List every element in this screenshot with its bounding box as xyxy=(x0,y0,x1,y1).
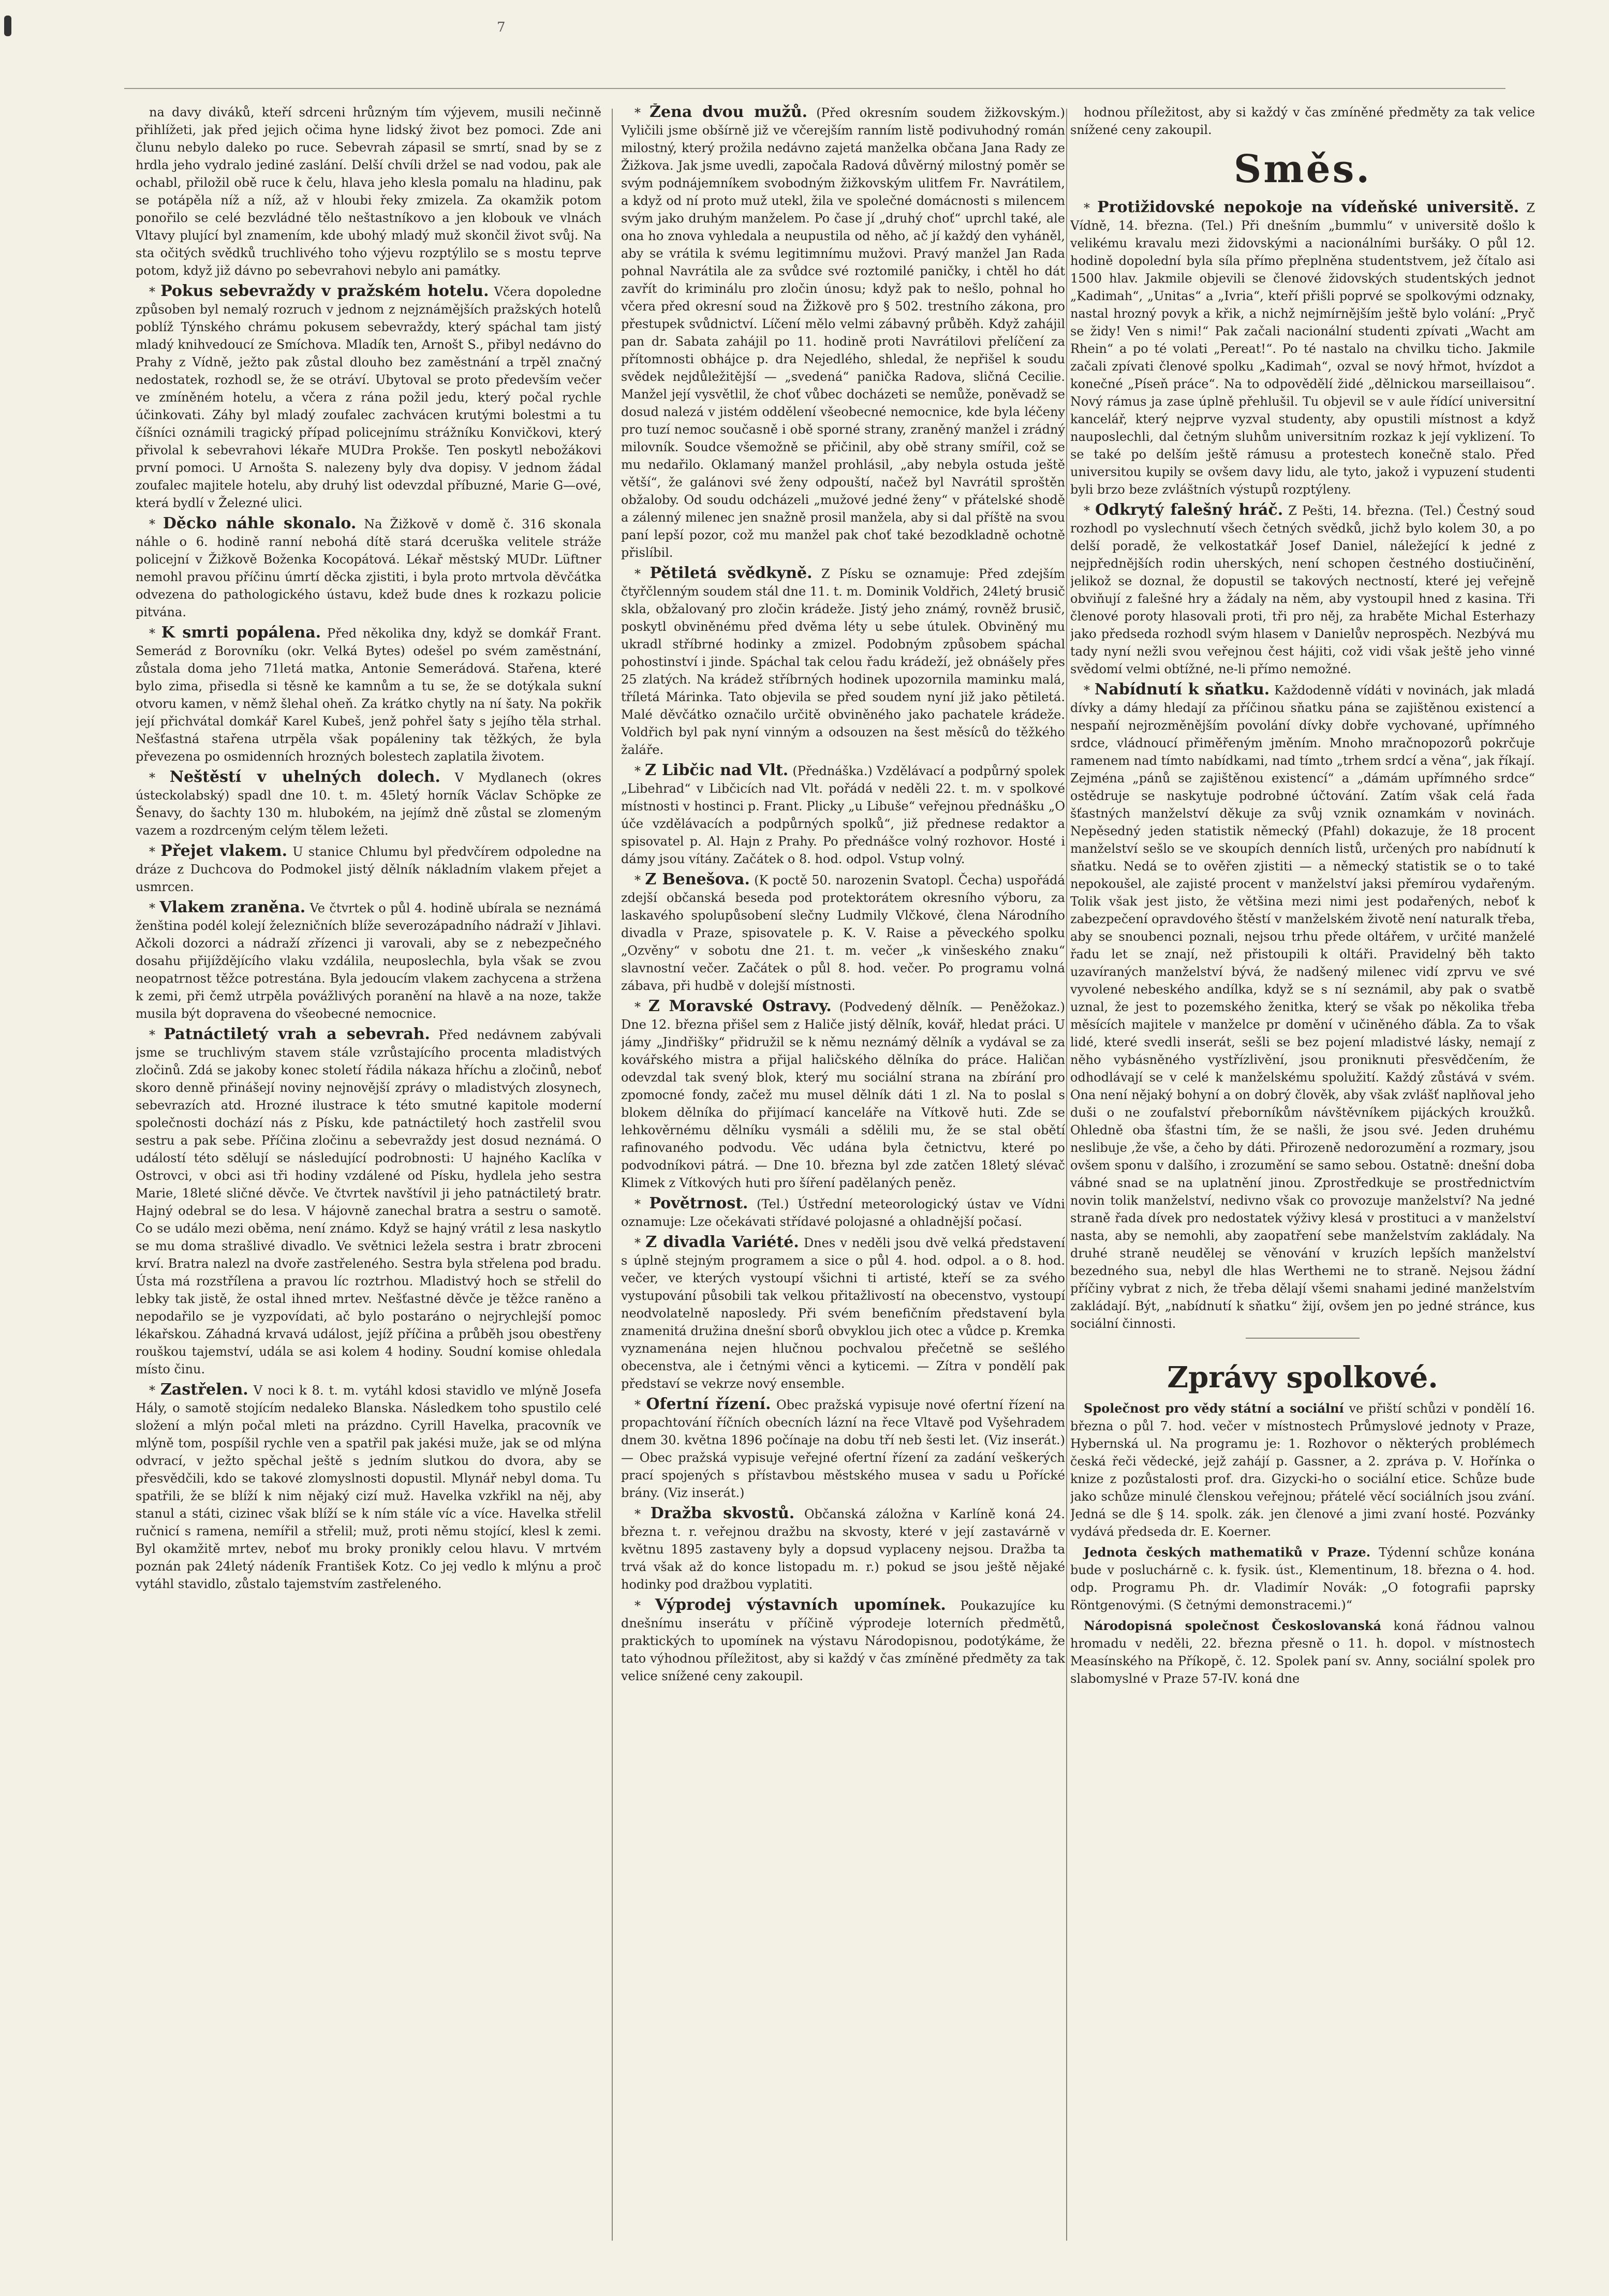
bullet-mark: * xyxy=(634,1598,655,1613)
article xyxy=(621,871,1065,995)
bullet-mark: * xyxy=(634,567,650,581)
article xyxy=(136,899,601,1023)
article-body xyxy=(136,283,601,512)
article-text: U stanice Chlumu byl předvčírem odpoledne na dráze z Duchcova do Podmokel jistý dělník nákladním vlakem přejet a usmrcen. xyxy=(136,845,601,894)
article-heading: Nabídnutí k sňatku. xyxy=(1094,680,1270,699)
article-body xyxy=(136,624,601,765)
bullet-mark: * xyxy=(149,771,170,785)
article xyxy=(621,1396,1065,1502)
article-text: Poukazujíce ku dnešnímu inserátu v příčině výprodeje loterních předmětů, praktických to upomínek na výstavu Národopisnou, podotýkáme, že tato výhodnou příležitost, aby si každý v čas zmíněné předměty za tak velice snížené ceny zakoupil. xyxy=(621,1598,1065,1683)
bullet-mark: * xyxy=(149,285,161,299)
article-heading: Jednota českých mathematiků v Praze. xyxy=(1084,1545,1371,1560)
article xyxy=(136,1026,601,1378)
article-body xyxy=(621,565,1065,759)
article xyxy=(136,1381,601,1593)
article-continuation xyxy=(1070,103,1535,139)
article-body xyxy=(1070,1400,1535,1540)
article-heading: K smrti popálena. xyxy=(161,624,321,642)
article-body xyxy=(136,103,601,279)
article xyxy=(136,103,601,279)
article-body xyxy=(136,515,601,621)
article-body xyxy=(1070,501,1535,678)
article-text: (Přednáška.) Vzdělávací a podpůrný spolek „Libehrad“ v Libčicích nad Vlt. pořádá v neděli 22. t. m. v spolkové místnosti v hostinci p. Frant. Plicky „u Libuše“ veřejnou přednášku „O úče vzdělávacích a podpůrných spolků“, již přednese redaktor a spisovatel p. Al. Hajn z Prahy. Po přednášce volný rozhovor. Hosté i dámy jsou vítány. Začátek o 8. hod. odpol. Vstup volný. xyxy=(621,764,1065,866)
bullet-mark: * xyxy=(149,1028,164,1042)
column-3 xyxy=(1070,103,1535,2246)
article-body xyxy=(136,1026,601,1378)
article-body xyxy=(1070,1544,1535,1614)
bullet-mark: * xyxy=(634,106,650,120)
article xyxy=(1070,681,1535,1332)
article-heading: Protižidovské nepokoje na vídeňské universitě. xyxy=(1097,198,1519,216)
article-heading: Patnáctiletý vrah a sebevrah. xyxy=(164,1025,430,1043)
article-text: (Před okresním soudem žižkovským.) Vyličili jsme obšírně již ve včerejším ranním listě podivuhodný román milostný, který prožila nedávno zajetá manželka občana Jana Rady ze Žižkova. Jak jsme uvedli, započala Radová důvěrný milostný poměr se svým podnájemníkem svobodným žižkovským ulitfem Fr. Navrátilem, a když od ní proto muž utekl, žila ve společné domácnosti s milencem svým jako druhým manželem. Po čase jí „druhý choť“ uprchl také, ale ona ho znova vyhledala a neupustila od něho, ač jí každý den vyháněl, aby se vrátila k svému legitimnímu mužovi. Pravý manžel Jan Rada pohnal Navrátila ale za svůdce své roztomilé paničky, i chtěl ho dát zavřít do kriminálu pro zločin únosu; když pak to nešlo, pohnal ho včera před okresní soud na Žižkově pro § 502. trestního zákona, pro přestupek svůdnictví. Líčení mělo velmi zábavný průběh. Když zahájil pan dr. Sabata zahájil po 11. hodině proti Navrátilovi přelíčení za přítomnosti obhájce p. dra Nejedlého, shledal, že nepřišel k soudu svědek nejdůležitější — „svedená“ panička Radova, sličná Cecilie. Manžel její vysvětlil, že choť vůbec docházeti se nemůže, poněvadž se dosud nalezá v jistém oddělení všeobecné nemocnice, kde byla léčeny pro tuzí nemoc současně i obě sporné strany, zraněný manžel i zrádný milovník. Soudce všemožně se přičinil, aby obě strany smířil, což se mu nedařilo. Oklamaný manžel prohlásil, „aby nebyla ostuda ještě větší“, že galánovi své ženy odpouští, načež byl Navrátil sproštěn obžaloby. Od soudu odcházeli „mužové jedné ženy“ v přátelské shodě a zálenný milenec jen snažně prosil manžela, aby si dal příště na svou paní lepší pozor, což mu manžel pak choť také bezodkladně ochotně přislíbil. xyxy=(621,106,1065,560)
section-divider xyxy=(1246,1338,1360,1339)
article-heading: Zastřelen. xyxy=(160,1381,248,1399)
article-body xyxy=(1070,681,1535,1332)
column-divider xyxy=(612,109,613,2241)
article xyxy=(1070,1617,1535,1687)
article-body xyxy=(621,1596,1065,1685)
bullet-mark: * xyxy=(149,845,161,859)
bullet-mark: * xyxy=(634,1197,649,1211)
article xyxy=(621,1596,1065,1685)
article xyxy=(621,998,1065,1192)
article-text: (K poctě 50. narozenin Svatopl. Čecha) uspořádá zdejší občanská beseda pod protektorátem okresního výboru, za laskavého spolupůsobení slečny Ludmily Vlčkové, člena Národního divadla v Praze, spisovatele p. K. V. Raise a pěveckého spolku „Ozvěny“ v sobotu dne 21. t. m. večer „k vinšeského znaku“ slavnostní večer. Začátek o půl 8. hod. večer. Po programu volná zábava, při hudbě v dolejší místnosti. xyxy=(621,873,1065,993)
article-text: (Tel.) Ústřední meteorologický ústav ve Vídni oznamuje: Lze očekávati střídavé polojasné a ohladnější počasí. xyxy=(621,1197,1065,1229)
article-heading: Děcko náhle skonalo. xyxy=(163,514,357,532)
article-text: (Podvedený dělník. — Peněžokaz.) Dne 12. března přišel sem z Haliče jistý dělník, kovář, hledat práci. U jámy „Jindřišky“ přidružil se k němu neznámý dělník a vydával se za kovářského mistra a přijal haličského dělníka do práce. Haličan odevzdal tak svený blok, který mu sociální strana na zbírání pro zpomocné fondy, začež mu musel dělník dáti 1 zl. Na to poslal s blokem dělníka do přijímací kanceláře na Vítkově huti. Zde se lehkověrnému dělníku vysmáli a sdělili mu, že se stal obětí rafinovaného podvodu. Věc udána byla četnictvu, které po podvodníkovi pátrá. — Dne 10. března byl zde zatčen 18letý slévač Klimek z Vítkových huti pro šíření padělaných peněz. xyxy=(621,1000,1065,1190)
article-text: Občanská záložna v Karlíně koná 24. března t. r. veřejnou dražbu na skvosty, které v její zastavárně v květnu 1895 zastaveny byly a dopsud vyplaceny nejsou. Dražba ta trvá však až do konce listopadu m. r.) pokud se jsou ještě nějaké hodinky pod dražbou vyplatiti. xyxy=(621,1507,1065,1592)
bullet-mark: * xyxy=(149,626,161,641)
article-body xyxy=(136,842,601,896)
article xyxy=(1070,199,1535,498)
article-heading: Dražba skvostů. xyxy=(650,1504,795,1522)
article-body xyxy=(621,103,1065,561)
article xyxy=(136,768,601,839)
article-body xyxy=(621,1396,1065,1502)
article-text: V Mydlanech (okres ústeckolabský) spadl dne 10. t. m. 45letý horník Václav Schöpke ze Šenavy, do šachty 130 m. hlubokém, na jejímž dně zůstal se zlomeným vazem a rozdrceným celým tělem ležeti. xyxy=(136,771,601,838)
article xyxy=(136,624,601,765)
bullet-mark: * xyxy=(634,1398,646,1412)
article-body xyxy=(621,1195,1065,1231)
bullet-mark: * xyxy=(634,1507,651,1521)
article xyxy=(136,842,601,896)
article-text: Z Písku se oznamuje: Před zdejším čtyřčlenným soudem stál dne 11. t. m. Dominik Voldřich, 24letý brusič skla, obžalovaný pro zločin krádeže. Jistý jeho známý, rovněž brusič, poskytl obviněnému před dvěma léty u sebe útulek. Obviněný mu ukradl stříbrné hodinky a zmizel. Podobným způsobem spáchal pohostinství i jinde. Spáchal tak celou řadu krádeží, jež obnášely přes 25 zlatých. Na krádež stříbrných hodinek upozornila maminku malá, tříletá Márinka. Tato objevila se před soudem nyní již jako pětiletá. Malé děvčátko označilo určitě obviněného jako pachatele krádeže. Voldřich byl pak nyní vinným a odsouzen na šest měsíců do těžkého žaláře. xyxy=(621,567,1065,757)
bullet-mark: * xyxy=(149,1383,161,1398)
bullet-mark: * xyxy=(1084,201,1098,215)
article-heading: Pětiletá svědkyně. xyxy=(649,564,813,582)
article xyxy=(621,1505,1065,1593)
article xyxy=(621,103,1065,561)
bullet-mark: * xyxy=(149,517,163,531)
article-heading: Z divadla Variété. xyxy=(645,1233,799,1251)
article xyxy=(621,762,1065,868)
column-divider xyxy=(1066,109,1067,2241)
article-body xyxy=(136,1381,601,1593)
article-body xyxy=(1070,1617,1535,1687)
article-heading: Pokus sebevraždy v pražském hotelu. xyxy=(160,282,489,300)
article-text: Před několika dny, když se domkář Frant. Semerád z Borovníku (okr. Velká Bytes) odešel po svém zaměstnání, zůstala doma jeho 71letá matka, Antonie Semerádová. Stařena, které bylo zima, přisedla si těsně ke kamnům a tu se, že se dotýkala sukní otvoru kamen, v němž šlehal oheň. Za krátko chytly na ní šaty. Na pokřik její přichvátal domkář Karel Kubeš, jenž pohřel šaty s jejího těla strhal. Nešťastná stařena utrpěla však popáleniny tak těžkých, že byla převezena po osmidenních hrozných bolestech zaplatila životem. xyxy=(136,626,601,764)
article-text: Obec pražská vypisuje nové ofertní řízení na propachtování říčních obecních lázní na řece Vltavě pod Vyšehradem dnem 30. května 1896 počínaje na dobu tří neb šesti let. (Viz inserát.) — Obec pražská vypisuje veřejné ofertní řízení za zadání veškerých prací spojených s přístavbou městského musea v sadu u Pořícké brány. (Viz inserát.) xyxy=(621,1398,1065,1500)
bullet-mark: * xyxy=(1084,503,1096,518)
article-body xyxy=(621,762,1065,868)
article xyxy=(621,1195,1065,1231)
column-1 xyxy=(136,103,601,2246)
article-text: Dnes v neděli jsou dvě velká představení s úplně stejným programem a sice o půl 4. hod. odpol. a o 8. hod. večer, ve kterých vystoupí všichni ti artisté, kteří se za svého vystupování působili tak velkou přitažlivostí na obecenstvo, vystoupí neodvolatelně naposledy. Při svém benefičním představení byla znamenitá družina dnešní sborů obvyklou jich otec a vůdce p. Kremka vyznamenána nejen hlučnou pochvalou přečetně se sešlého obecenstva, ale i četnými věnci a kyticemi. — Zítra v pondělí pak představí se vekrze nový ensemble. xyxy=(621,1236,1065,1391)
article xyxy=(136,283,601,512)
section-title: Směs. xyxy=(1233,147,1372,191)
article-heading: Z Libčic nad Vlt. xyxy=(645,761,789,779)
article-heading: Odkrytý falešný hráč. xyxy=(1095,501,1283,519)
article xyxy=(1070,1400,1535,1540)
article-heading: Neštěstí v uhelných dolech. xyxy=(169,768,440,786)
article-body xyxy=(621,1505,1065,1593)
article-heading: Žena dvou mužů. xyxy=(649,103,808,121)
article-text: V noci k 8. t. m. vytáhl kdosi stavidlo ve mlýně Josefa Hály, o samotě stojícím nedaleko Blanska. Následkem toho spustilo celé složení a mlýn počal mleti na prázdno. Cyrill Havelka, pracovník ve mlýně tom, pospíšil rychle ven a spatřil pak jakési muže, jak se od mlýna odvrací, v ježto spěchal ještě s jedním slutkou do dvora, aby se přesvědčili, kdo se takové zlomyslnosti dopustil. Mlynář nebyl doma. Tu spatřili, že se blíží k nim nějaký cizí muž. Havelka vzkřikl na něj, aby stanul a státi, cizinec však blíží se k ním stále víc a více. Havelka střelil ručnicí s ramena, nemířil a střelil; muž, proti němu stojící, klesl k zemi. Byl okamžitě mrtev, neboť mu broky pronikly celou hlavu. V mrtvém poznán pak 24letý nádeník František Kotz. Co jej vedlo k mlýnu a proč vytáhl stavidlo, zůstalo tajemstvím zastřeleného. xyxy=(136,1383,601,1591)
section-articles xyxy=(1070,1400,1535,1687)
article-heading: Výprodej výstavních upomínek. xyxy=(655,1596,946,1614)
page-mark: 7 xyxy=(497,20,506,35)
article-text: Z Pešti, 14. března. (Tel.) Čestný soud rozhodl po vyslechnutí všech četných svědků, jichž bylo kolem 30, a po delší poradě, že velkostatkář Josef Daniel, náležející k jedné z nejpřednějších rodin uherských, není schopen čestného dostiučinění, jelikož se doznal, že dopustil se takových nectností, které jej veřejně obviňují z falešné hry a žádaly na něm, aby vystoupil hned z kasina. Tři členové poroty hlasovali proti, tři pro něj, za hraběte Michal Esterhazy jako předseda rozhodl svým hlasem v Danielův neprospěch. Nezbývá mu tady nyní nežli svou veřejnou čest hájiti, což vidi však ještě jeho vinné svědomí velmi obtížné, ne-li přímo nemožné. xyxy=(1070,503,1535,676)
article-text: Na Žižkově v domě č. 316 skonala náhle o 6. hodině ranní nebohá dítě stará dceruška velitele stráže policejní v Žižkově Boženka Kocopátová. Lékař městský MUDr. Lüftner nemohl pravou příčinu úmrtí děcka zjistiti, i byla proto mrtvola děvčátka odvezena do pathologického ústavu, kdež bude dnes k rozkazu policie pitvána. xyxy=(136,517,601,619)
article-body xyxy=(621,998,1065,1192)
article xyxy=(1070,501,1535,678)
article xyxy=(1070,1544,1535,1614)
article-heading: Z Benešova. xyxy=(645,870,750,888)
article-text: Včera dopoledne způsoben byl nemalý rozruch v jednom z nejznámějších pražských hotelů poblíž Týnského chrámu pokusem sebevraždy, který spáchal tam jistý mladý knihvedoucí ze Smíchova. Mladík ten, Arnošt S., přibyl nedávno do Prahy z Vídně, ježto pak zůstal dlouho bez zaměstnání a trpěl značný nedostatek, rozhodl se, že se otráví. Ubytoval se proto především večer ve zmíněném hotelu, a včera z rána požil jedu, který počal rychle účinkovati. Záhy byl mladý zoufalec zachvácen krutými bolestmi a tu číšníci oznámili tragický případ policejnímu strážníku Konvičkovi, který přivolal k sebevrahovi lékaře MUDra Prokše. Ten poskytl nebožákovi první pomoci. U Arnošta S. nalezeny byly dva dopisy. V jednom žádal zoufalec majitele hotelu, aby druhý list odevzdal příbuzné, Marie G—ové, která bydlí v Železné ulici. xyxy=(136,285,601,510)
article-text: Týdenní schůze konána bude v posluchárně c. k. fysik. úst., Klementinum, 18. března o 4. hod. odp. Programu Ph. dr. Vladimír Novák: „O fotografii paprsky Röntgenovými. (S četnými demonstracemi.)“ xyxy=(1070,1545,1535,1612)
article-text: hodnou příležitost, aby si každý v čas zmíněné předměty za tak velice snížené ceny zakoupil. xyxy=(1070,105,1535,137)
article-text: na davy diváků, kteří sdrceni hrůzným tím výjevem, musili nečinně přihlížeti, jak před jejich očima hyne lidský život bez pomoci. Zde ani člunu nebylo daleko po ruce. Sebevrah zápasil se smrtí, snad by se z hrdla jeho vydralo jediné zaslání. Delší chvíli držel se nad vodou, pak ale ochabl, přiložil obě ruce k čelu, hlava jeho klesla pomalu na hladinu, pak se potápěla níž a níž, až v hloubi řeky zmizela. Za okamžik potom ponořilo se celé bezvládné tělo neštastníkovo a jen klobouk ve vlnách Vltavy plující byl znamením, kde ubohý mladý muž skončil život svůj. Na sta očitých svědků truchlivého toho výjevu rozptýlilo se s mostu teprve potom, když již dávno po sebevrahovi nebylo ani památky. xyxy=(136,105,601,278)
article-body xyxy=(621,1234,1065,1393)
bullet-mark: * xyxy=(634,873,645,887)
article-text: Ve čtvrtek o půl 4. hodině ubírala se neznámá ženština podél kolejí železničních blíže severozápadního nádraží v Jihlavi. Ačkoli dozorci a nádraží zřízenci ji varovali, aby se z nebezpečného dosahu přijíždějícího vlaku vzdálila, neuposlechla, byla však se zvou neopatrnost těžce potrestána. Byla jedoucím vlakem zachycena a stržena k zemi, při čemž utrpěla povážlivých poranění na hlavě a na noze, takže musila být dopravena do všeobecné nemocnice. xyxy=(136,901,601,1021)
section-articles xyxy=(1070,199,1535,1332)
article-body xyxy=(136,768,601,839)
article-heading: Přejet vlakem. xyxy=(160,842,288,860)
article-heading: Vlakem zraněna. xyxy=(159,898,306,916)
top-rule xyxy=(124,88,1505,89)
article-heading: Společnost pro vědy státní a sociální xyxy=(1084,1401,1344,1416)
article xyxy=(136,515,601,621)
article-heading: Z Moravské Ostravy. xyxy=(648,997,832,1015)
article-text: Před nedávnem zabývali jsme se truchlivým stavem stále vzrůstajícího procenta mladistvých zločinů. Zdá se jakoby konec století řádila nákaza hříchu a zločinů, neboť skoro denně přinášejí noviny nejnovější zprávy o mladistvých zlosynech, sebevrazích atd. Hrozné ilustrace k této smutné kapitole moderní společnosti dochází nás z Písku, kde patnáctiletý hoch zastřelil svou sestru a pak sebe. Příčina zločinu a sebevraždy jest dosud neznámá. O událostí této sdělují se následující podrobnosti: U hajného Kaclíka v Ostrovci, v obci asi tři hodiny vzdálené od Písku, hydlela jeho sestra Marie, 18leté sličné děvče. Ve čtvrtek navštívil ji jeho patnáctiletý bratr. Hajný odebral se do lesa. V hájovně zanechal bratra a sestru o samotě. Co se událo mezi oběma, není známo. Když se hajný vrátil z lesa naskytlo se mu doma strašlivé divadlo. Ve světnici ležela sestra i bratr zbroceni krví. Bratra nalezl na dvoře zastřeleného. Sestra byla střelena pod bradu. Ústa má rozstřílena a pravou líc roztrhou. Mladistvý hoch se střelil do lebky tak jistě, že ostal ihned mrtev. Nešťastné děvče je těžce raněno a nepodařilo se je vyzpovídati, ač bylo postaráno o nejrychlejší pomoc lékařskou. Záhadná krvavá událost, jejíž příčina a průběh jsou obestřeny rouškou tajemství, udála se asi kolem 4 hodiny. Soudní komise ohledala místo činu. xyxy=(136,1028,601,1376)
article-heading: Národopisná společnost Českoslovanská xyxy=(1084,1618,1382,1633)
bullet-mark: * xyxy=(634,1000,648,1014)
section-title: Zprávy spolkové. xyxy=(1167,1360,1438,1395)
article xyxy=(621,1234,1065,1393)
article-body xyxy=(621,871,1065,995)
article-text: Z Vídně, 14. března. (Tel.) Při dnešním „bummlu“ v universitě došlo k velikému kravalu mezi židovskými a nacionálními buršáky. O půl 12. hodině dopolední byla síla přímo přeplněna studentstvem, jež čítalo asi 1500 hlav. Jakmile objevili se členové židovských studentských jednot „Kadimah“, „Unitas“ a „Ivria“, kteří přišli poprvé se spolkovými odznaky, nastal hrozný povyk a křik, a nichž nejmírnějším ještě bylo volání: „Pryč se židy! Ven s nimi!“ Pak začali nacionální studenti zpívati „Wacht am Rhein“ a po té volati „Pereat!“. Po té nastalo na chvilku ticho. Jakmile začali zpívati členové spolku „Kadimah“, ozval se nový hřmot, hvízdot a konečné „Píseň práce“. Na to odpovědělí židé „dělnickou marseillaisou“. Nový rámus ja zase úplně přehlušil. Tu objevil se v aule řídící universitní kancelář, který nejprve vyzval studenty, aby opustili místnost a když nauposlechli, dal četným sluhům universitním rozkaz k její vyklizení. To se také po delším ještě rámusu a protestech konečně stalo. Před universitou kupily se ovšem davy lidu, ale tyto, jakož i vypuzení studenti byli brzo beze zvláštních výstupů rozptýleny. xyxy=(1070,201,1535,497)
column-2 xyxy=(621,103,1065,2246)
bullet-mark: * xyxy=(149,901,160,915)
article-body xyxy=(136,899,601,1023)
bullet-mark: * xyxy=(634,764,645,778)
bullet-mark: * xyxy=(1084,683,1095,698)
article-text: ve přiští schůzi v pondělí 16. března o půl 7. hod. večer v místnostech Průmyslové jednoty v Praze, Hybernská ul. Na programu je: 1. Rozhovor o některých problémech česká řeči vědecké, jejž zahájí p. Gassner, a 2. zpráva p. V. Hořínka o knize z pozůstalosti prof. dra. Gizycki-ho o sociální etice. Schůze bude jako schůze minulé členskou veřejnou; přátelé věcí sociálních jsou zvání. Jedná se dle § 14. spolk. zák. jen členové a jimi zvaní hosté. Pozvánky vydává předseda dr. E. Koerner. xyxy=(1070,1401,1535,1539)
binding-hole xyxy=(4,16,11,36)
article-body xyxy=(1070,199,1535,498)
article-heading: Ofertní řízení. xyxy=(646,1395,771,1413)
article xyxy=(621,565,1065,759)
article-text: koná řádnou valnou hromadu v neděli, 22. března přesně o 11. h. dopol. v místnostech Measínského na Příkopě, č. 12. Spolek paní sv. Anny, sociální spolek pro slabomyslné v Praze 57-IV. koná dne xyxy=(1070,1619,1535,1686)
article-text: Každodenně vídáti v novinách, jak mladá dívky a dámy hledají za příčinou sňatku pána se zajištěnou existencí a nespaňí nejrozměnějším povolání dívky dobře vychované, upřímného srdce, vládnoucí přiměřeným jměním. Mnoho mračnopozorů pokrčuje ramenem nad tímto nabídkami, nad tímto „trhem srdcí a věna“, jak říkají. Zejména „pánů se zajištěnou existencí“ a „dámám upřímného srdce“ ostědruje se naskytuje podrobné účtování. Zatím však celá řada šťastných manželství děkuje za svůj vznik oznamkám v novinách. Nepěsedný jeden statistik německý (Pfahl) dokazuje, že 18 procent manželství sešlo se ve skoupích denních listů, určených pro nabídnutí k sňatku. Nedá se to ověřen zjistiti — a německý statistik se o to také nepokoušel, ale zajisté procent v manželství jaksi přemírou vydařeným. Tolik však jest jisto, že většina mezi nimi jest podařených, neboť k zabezpečení opravdového štěstí v manželském životě není naturalk třeba, aby se snoubenci poznali, nejsou trhu přede oltářem, v určité manželé řadu let se znají, než přistoupili k oltáři. Pravidelný běh takto uzavíraných manželství bývá, že nadšený milenec vidí zprvu ve své vyvolené nebeského andílka, když se s ní seznámil, aby pak o svatbě uznal, že jest to pozemského ženitka, který se však po několika třeba měsících majitele v manželce pr domění v učiněného ďábla. Za to však lidé, které svedli inserát, sešli se bez pojení mladistvé lásky, nemají z něho vybásněného vystřízlivění, jsou proniknuti přesvědčením, že odhodlávají se v celé k manželskému spolužití. Každý zůstává v svém. Ona není nějaký bohyní a on dobrý člověk, aby však zvlášť naplňoval jeho duši o ne zoufalství přeborníkům návštěvníkem pijáckých kroužků. Ohledně oba šťastni tím, že se našli, že jsou své. Jeden druhému neslibuje ,že vše, a čeho by dáti. Přirozeně nedorozumění a rozmary, jsou ovšem sponu v dalšího, i zrozumění se samo sebou. Ostatně: dnešní doba vábné snad se na uplatnění jinou. Zprostředkuje se prostřednictvím novin tolik manželství, nedivno však co provozuje manželství? Na jedné straně řada dívek pro nedostatek výživy klesá v prostituci a v manželství nasta, aby se nemohli, aby zaopatření sebe manželstvím zakládaly. Na druhé straně neudělej se věnování v kruzích lepších manželství bezedného sua, nebyl dle hlas Werthemi ne to straně. Nejsou žádní příčiny vybrat z nich, že třeba dělají všemi snahami jediné manželstvím zakládají. Být, „nabídnutí k sňatku“ žijí, ovšem jen po jedné stránce, kus sociální činnosti. xyxy=(1070,683,1535,1331)
article-heading: Povětrnost. xyxy=(649,1194,748,1212)
bullet-mark: * xyxy=(634,1236,646,1250)
